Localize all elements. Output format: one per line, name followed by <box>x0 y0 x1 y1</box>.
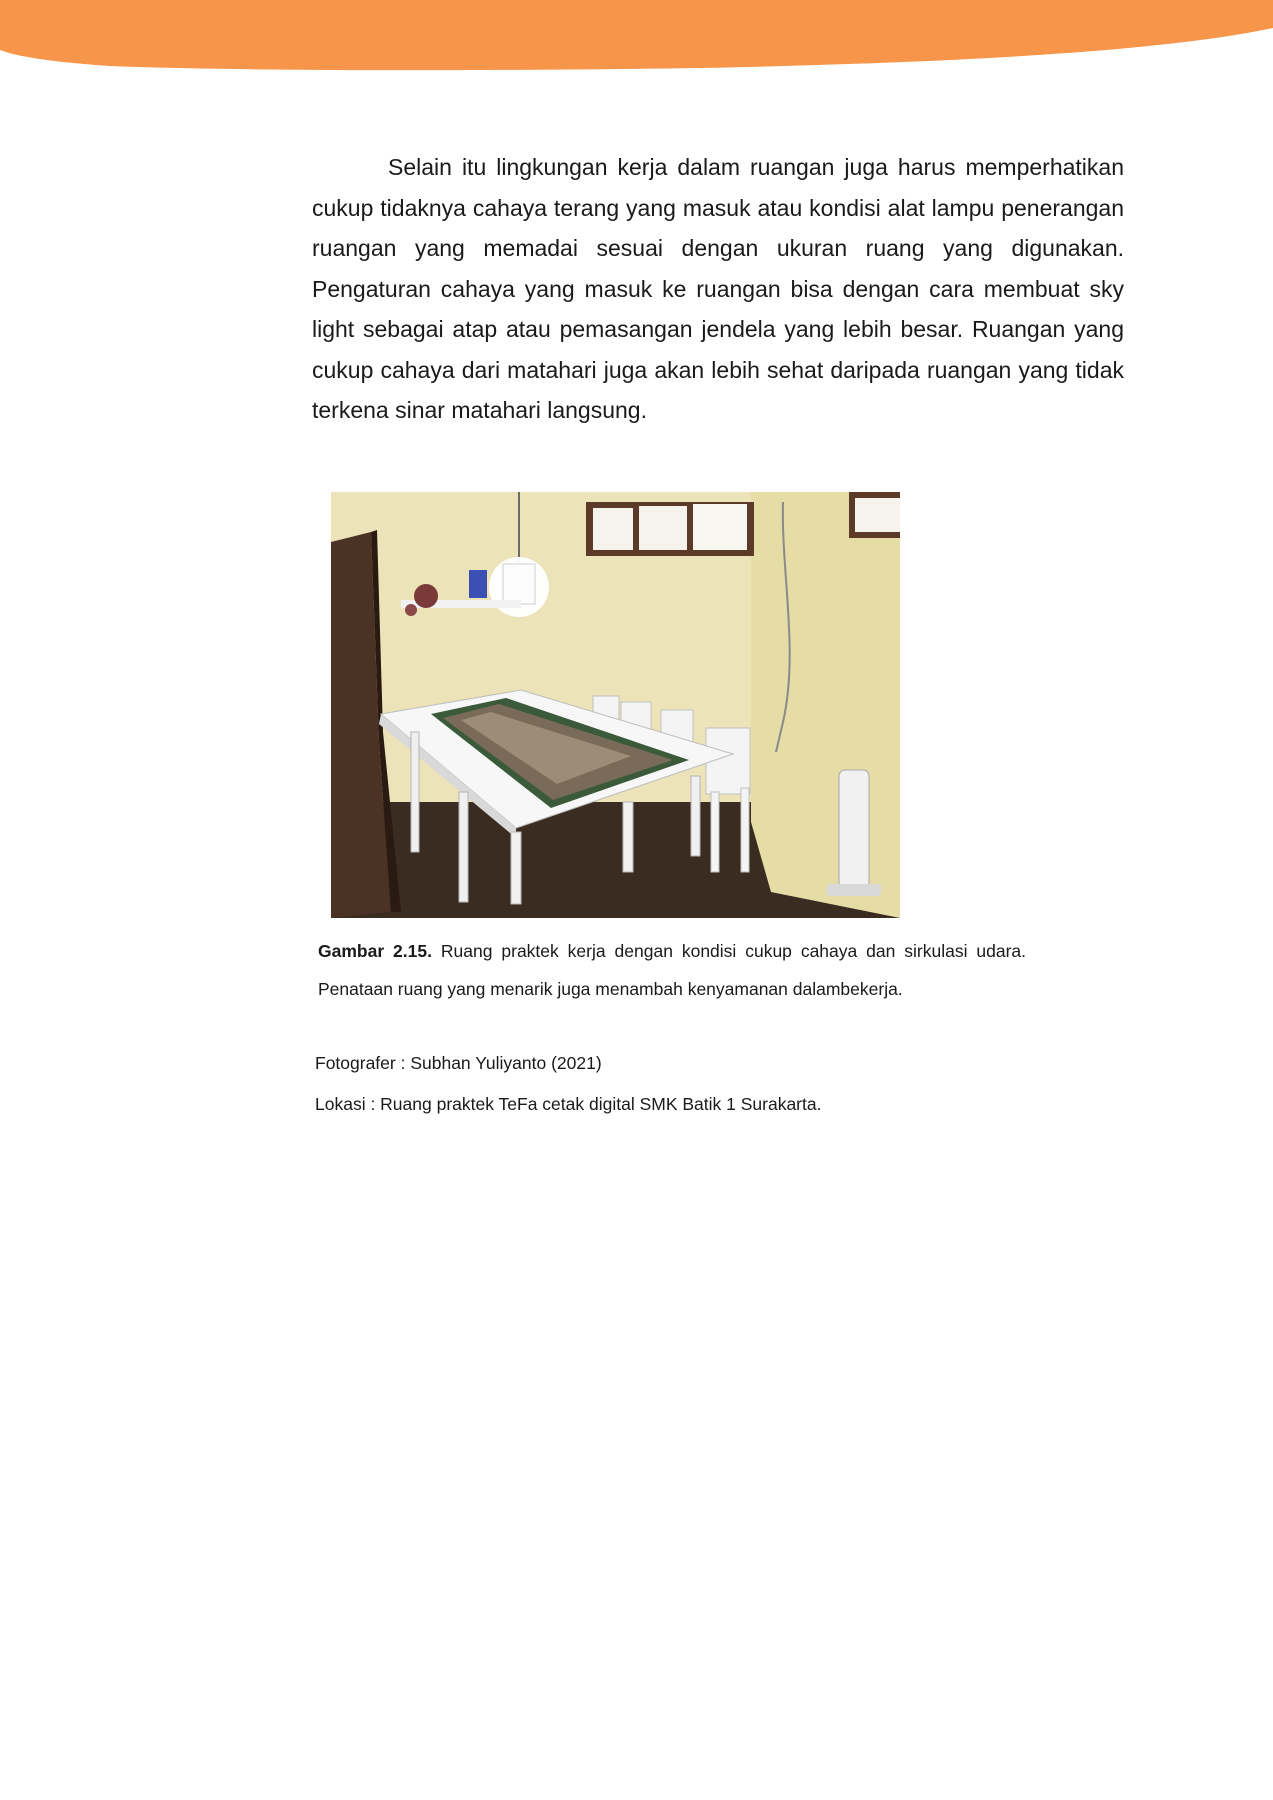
header-wave <box>0 0 1273 80</box>
body-paragraph <box>312 147 1124 431</box>
body-paragraph-text: Selain itu lingkungan kerja dalam ruangan juga harus memperhatikan cukup tidaknya cahaya terang yang masuk atau kondisi alat lampu penerangan ruangan yang memadai sesuai dengan ukuran ruang yang digunakan. Pengaturan cahaya yang masuk ke ruangan bisa dengan cara membuat sky light sebagai atap atau pemasangan jendela yang lebih besar. Ruangan yang cukup cahaya dari matahari juga akan lebih sehat daripada ruangan yang tidak terkena sinar matahari langsung. <box>312 154 1124 423</box>
photographer-credit: Fotografer : Subhan Yuliyanto (2021) <box>315 1053 602 1073</box>
figure-caption-text: Ruang praktek kerja dengan kondisi cukup cahaya dan sirkulasi udara. Penataan ruang yang menarik juga menambah kenyamanan dalambekerja. <box>318 941 1027 999</box>
figure-label: Gambar 2.15. <box>318 941 432 961</box>
header-wave-shape <box>0 0 1273 70</box>
figure-caption <box>318 932 1026 1008</box>
location-credit: Lokasi : Ruang praktek TeFa cetak digital SMK Batik 1 Surakarta. <box>315 1094 822 1114</box>
figure-photo <box>331 492 900 918</box>
